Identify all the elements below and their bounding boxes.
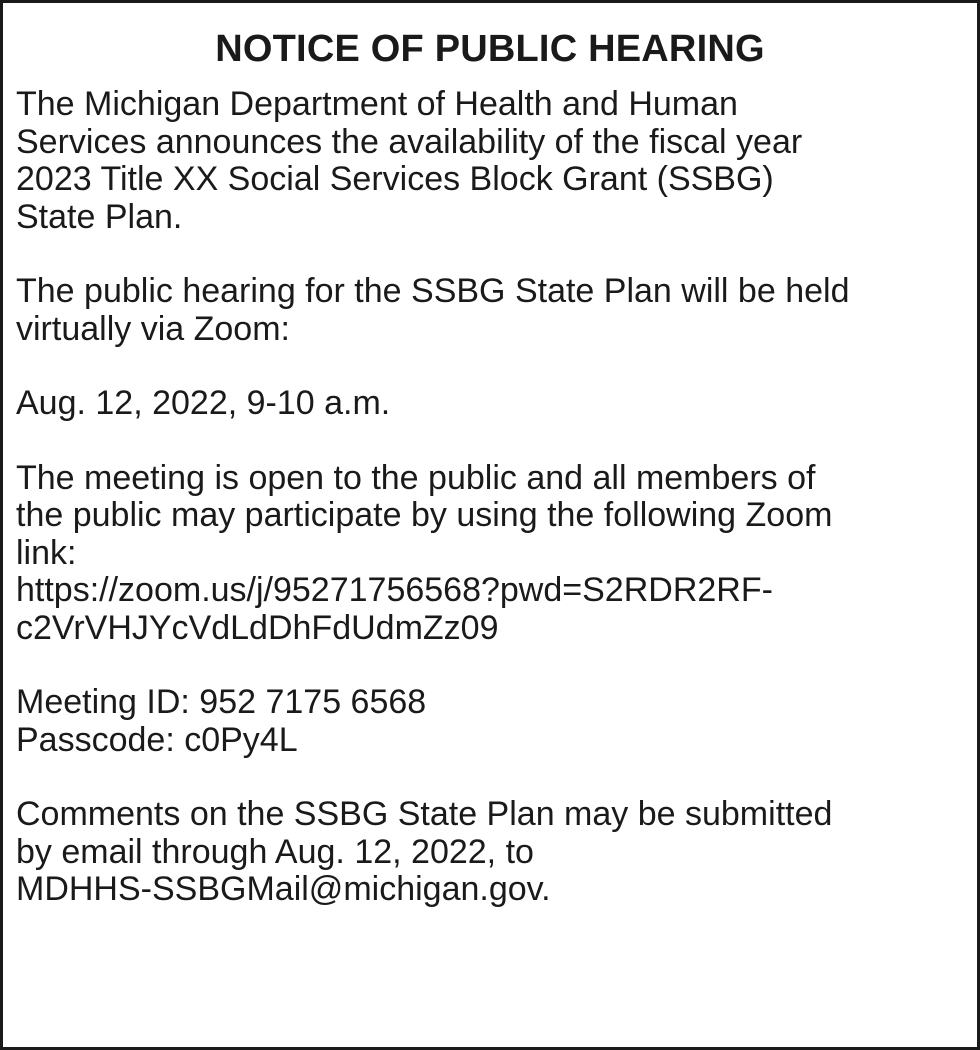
notice-body: [3, 86, 977, 909]
text-line: virtually via Zoom:: [16, 309, 290, 348]
text-line: Comments on the SSBG State Plan may be submitted: [16, 795, 833, 833]
meeting-credentials-paragraph: [16, 684, 965, 759]
zoom-link-line-2[interactable]: c2VrVHJYcVdLdDhFdUdmZz09: [16, 608, 499, 647]
text-line: The Michigan Department of Health and Human: [16, 85, 738, 123]
hearing-info-paragraph: [16, 273, 965, 348]
passcode: Passcode: c0Py4L: [16, 720, 298, 759]
text-line: The public hearing for the SSBG State Plan will be held: [16, 272, 850, 310]
meeting-id: Meeting ID: 952 7175 6568: [16, 683, 427, 721]
text-line: 2023 Title XX Social Services Block Grant (SSBG): [16, 160, 774, 198]
comments-paragraph: [16, 796, 965, 909]
text-line: the public may participate by using the following Zoom: [16, 496, 833, 534]
text-line: State Plan.: [16, 197, 183, 236]
contact-email[interactable]: MDHHS-SSBGMail@michigan.gov.: [16, 870, 551, 908]
hearing-date-paragraph: [16, 385, 965, 423]
text-line: Services announces the availability of the fiscal year: [16, 122, 803, 161]
announcement-paragraph: [16, 86, 965, 236]
zoom-link-line-1[interactable]: https://zoom.us/j/95271756568?pwd=S2RDR2RF-: [16, 571, 773, 609]
zoom-access-paragraph: [16, 460, 965, 648]
text-line: link:: [16, 533, 77, 572]
notice-title: NOTICE OF PUBLIC HEARING: [215, 28, 765, 70]
hearing-date: Aug. 12, 2022, 9-10 a.m.: [16, 384, 391, 422]
text-line: by email through Aug. 12, 2022, to: [16, 832, 534, 871]
text-line: The meeting is open to the public and all members of: [16, 458, 816, 497]
